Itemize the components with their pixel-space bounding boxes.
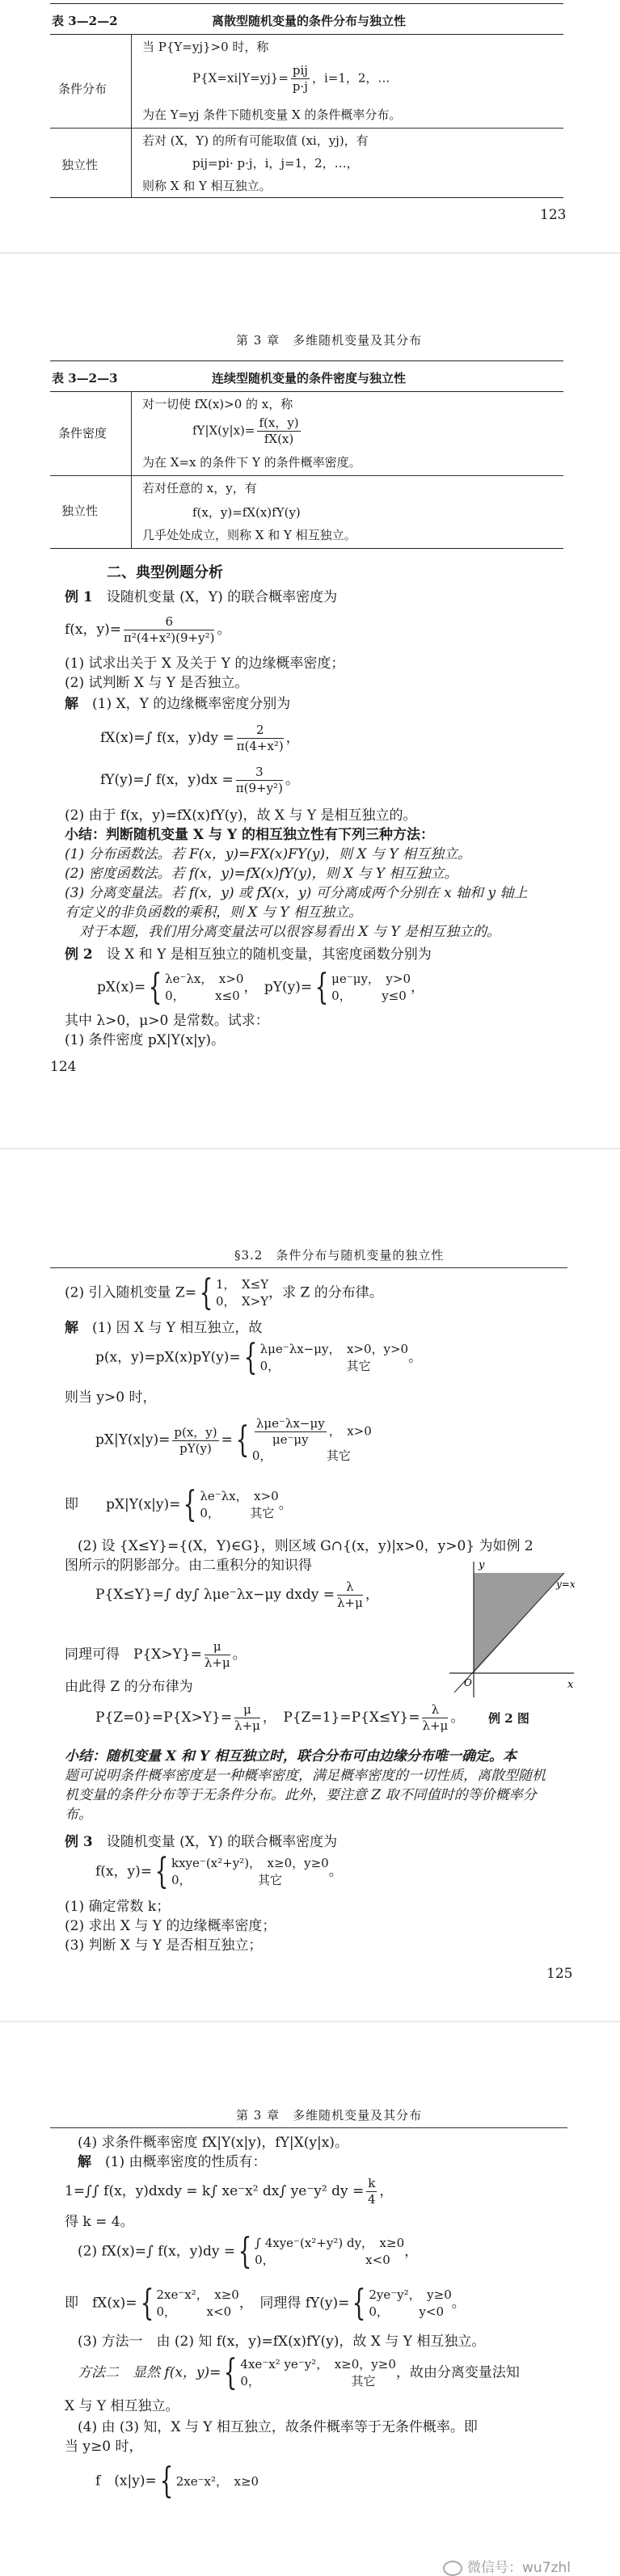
running-header: 第 3 章 多维随机变量及其分布: [236, 333, 423, 348]
table-formula: pij=pi· p·j，i，j=1，2，…，: [192, 156, 359, 171]
wechat-icon: [443, 2561, 462, 2576]
running-header: 第 3 章 多维随机变量及其分布: [236, 2108, 423, 2123]
page-number: 125: [546, 1966, 573, 1982]
formula-conditional: pX|Y(x|y)= $\frac{p(x,y)}{pY(y)}$ ={ $\frac{\text{λμe⁻λx−μy}}{\mu e^-\mu y}$ ， x>0 0， 其它: [95, 1416, 372, 1463]
page-b: [0, 254, 620, 1119]
table-title: 离散型随机变量的条件分布与独立性: [212, 14, 407, 28]
fraction: $\frac{\text{pij}}{p\cdot j}$: [292, 63, 308, 94]
table-label: 表 3—2—2: [52, 14, 118, 28]
formula-fx: (2) fX(x)=∫ f(x，y)dy ={ ∫ 4xye⁻(x²+y²) dy， x≥0 0， x<0 ，: [78, 2231, 419, 2272]
origin-label: O: [464, 1677, 472, 1689]
question: (1) 确定常数 k；: [65, 1899, 171, 1915]
page-a: [0, 0, 620, 242]
page-number: 124: [50, 1059, 77, 1075]
page-number: 123: [540, 207, 567, 223]
table-formula: fY|X(y|x)= $\frac{f(x,y)}{fX(x)}$: [192, 415, 299, 446]
summary: 题可说明条件概率密度是一种概率密度，满足概率密度的一切性质，离散型随机: [65, 1768, 546, 1784]
example-2: 例 2 设 X 和 Y 是相互独立的随机变量，其密度函数分别为: [65, 947, 432, 963]
paragraph: 当 y≥0 时，: [65, 2439, 143, 2455]
formula-distribution: P{Z=0}=P{X>Y}= $\frac{\mu}{\lambda+\mu}$ ， P{Z=1}=P{X≤Y}= $\frac{\lambda}{\lambda+\mu}$ 。: [95, 1702, 465, 1733]
fraction: $\frac{6}{\text{π²(4+x²)(9+y²)}}$: [124, 614, 215, 645]
fraction: $\frac{\mu}{\lambda+\mu}$: [204, 1639, 230, 1670]
page-d: [0, 2022, 620, 2576]
paragraph: X 与 Y 相互独立。: [65, 2398, 179, 2414]
paragraph: (3) 分离变量法。若 f(x，y) 或 fX(x，y) 可分离成两个分别在 x 轴和 y 轴上: [65, 885, 528, 901]
formula-prob: P{X≤Y}=∫ dy∫ λμe⁻λx−μy dxdy = $\frac{\lambda}{\lambda+\mu}$ ，: [95, 1579, 379, 1610]
table-text: 若对任意的 x，y，有: [142, 481, 257, 495]
line-label: y=x: [556, 1579, 576, 1590]
y-axis-label: y: [479, 1559, 485, 1571]
paragraph: 图所示的阴影部分。由二重积分的知识得: [65, 1558, 312, 1574]
fraction: $\frac{k}{4}$: [368, 2176, 376, 2207]
paragraph: (2) 由于 f(x，y)=fX(x)fY(y)，故 X 与 Y 是相互独立的。: [65, 807, 417, 824]
paragraph: 则当 y>0 时，: [65, 1389, 157, 1406]
question: (2) 试判断 X 与 Y 是否独立。: [65, 675, 249, 691]
summary: 机变量的条件分布等于无条件分布。此外，要注意 Z 取不同值时的等价概率分: [65, 1787, 537, 1803]
question: (2) 引入随机变量 Z={ 1， X≤Y 0， X>Y ，求 Z 的分布律。: [65, 1272, 383, 1313]
solution: 解 (1) X，Y 的边缘概率密度分别为: [65, 696, 291, 712]
formula-normalization: 1=∫∫ f(x，y)dxdy = k∫ xe⁻x² dx∫ ye⁻y² dy = $\frac{k}{4}$ ，: [65, 2176, 394, 2207]
fraction: $\frac{2}{\text{π(4+x²)}}$: [236, 723, 284, 753]
question: (4) 求条件概率密度 fX|Y(x|y)，fY|X(y|x)。: [78, 2135, 348, 2151]
fraction: $\frac{\mu}{\lambda+\mu}$: [234, 1702, 260, 1733]
table-text: 当 P{Y=yj}>0 时，称: [142, 40, 269, 54]
formula-marginals: 即 fX(x)={ 2xe⁻x²， x≥0 0， x<0 ， 同理得 fY(y)={ 2ye⁻y²， y≥0 0， y<0 。: [65, 2283, 466, 2324]
section-title: 二、典型例题分析: [107, 564, 223, 581]
summary: 布。: [65, 1807, 92, 1823]
solution: 解 (1) 由概率密度的性质有：: [78, 2154, 267, 2170]
formula-joint: p(x，y)=pX(x)pY(y)={ λμe⁻λx−μy， x>0，y>0 0， 其它 。: [95, 1337, 423, 1378]
formula-conditional-result: 即 pX|Y(x|y)={ λe⁻λx， x>0 0， 其它 。: [65, 1484, 293, 1525]
paragraph: (2) 设 {X≤Y}={(X，Y)∈G}，则区域 G∩{(x，y)|x>0，y>0} 为如例 2: [78, 1538, 534, 1554]
paragraph: (2) 密度函数法。若 f(x，y)=fX(x)fY(y)，则 X 与 Y 相互独立。: [65, 866, 458, 882]
formula-fy: fY(y)=∫ f(x，y)dx = $\frac{3}{\text{π(9+y²)}}$ 。: [100, 765, 299, 795]
running-header: §3.2 条件分布与随机变量的独立性: [234, 1248, 445, 1263]
table-title: 连续型随机变量的条件密度与独立性: [212, 371, 407, 386]
formula-similar: 同理可得 P{X>Y}= $\frac{\mu}{\lambda+\mu}$ 。: [65, 1639, 247, 1670]
formula-fx: fX(x)=∫ f(x，y)dy = $\frac{2}{\text{π(4+x²)}}$ ，: [100, 723, 300, 753]
table-text: 几乎处处成立，则称 X 和 Y 相互独立。: [142, 528, 356, 542]
table-text: 则称 X 和 Y 相互独立。: [142, 179, 272, 193]
fraction: $\frac{f(x,y)}{fX(x)}$: [259, 415, 299, 446]
formula-conditional: f (x|y)={ 2xe⁻x²， x≥0: [95, 2460, 259, 2502]
table-formula: P{X=xi|Y=yj}= $\frac{\text{pij}}{p\cdot j}$ ，i=1，2，…: [192, 63, 390, 94]
fraction: $\frac{3}{\text{π(9+y²)}}$: [235, 765, 283, 795]
paragraph: 有定义的非负函数的乘积，则 X 与 Y 相互独立。: [65, 904, 362, 921]
formula-ex3: f(x，y)={ kxye⁻(x²+y²)， x≥0，y≥0 0， 其它 。: [95, 1851, 343, 1892]
paragraph: 其中 λ>0，μ>0 是常数。试求：: [65, 1013, 269, 1029]
paragraph: 对于本题，我们用分离变量法可以很容易看出 X 与 Y 是相互独立的。: [79, 924, 500, 940]
row-label: 条件分布: [58, 82, 108, 96]
question: (2) 求出 X 与 Y 的边缘概率密度；: [65, 1918, 276, 1934]
fraction: $\frac{\lambda}{\lambda+\mu}$: [422, 1702, 449, 1733]
x-axis-label: x: [567, 1679, 574, 1691]
paragraph: (1) 分布函数法。若 F(x，y)=FX(x)FY(y)，则 X 与 Y 相互独立。: [65, 846, 471, 862]
example-3: 例 3 设随机变量 (X，Y) 的联合概率密度为: [65, 1834, 338, 1850]
table-text: 若对 (X，Y) 的所有可能取值 (xi，yj)，有: [142, 133, 369, 148]
example-1: 例 1 设随机变量 (X，Y) 的联合概率密度为: [65, 589, 338, 605]
row-label: 独立性: [61, 504, 99, 518]
fraction: $\frac{p(x,y)}{pY(y)}$: [174, 1424, 217, 1456]
watermark: 微信号：wu7zhl: [443, 2556, 571, 2576]
summary: 小结：随机变量 X 和 Y 相互独立时，联合分布可由边缘分布唯一确定。本: [65, 1748, 517, 1764]
table-text: 为在 X=x 的条件下 Y 的条件概率密度。: [142, 455, 361, 470]
table-text: 为在 Y=yj 条件下随机变量 X 的条件概率分布。: [142, 108, 402, 122]
formula-joint-density: f(x，y)= $\frac{6}{\text{π²(4+x²)(9+y²)}}$ 。: [65, 614, 231, 645]
formula-separation: 方法二 显然 f(x，y)={ 4xe⁻x² ye⁻y²， x≥0，y≥0 0， 其它 ，故由分离变量法知: [78, 2352, 520, 2393]
paragraph: 得 k = 4。: [65, 2214, 134, 2230]
question: (1) 试求出关于 X 及关于 Y 的边缘概率密度；: [65, 656, 345, 672]
paragraph: 由此得 Z 的分布律为: [65, 1679, 193, 1695]
paragraph: (4) 由 (3) 知，X 与 Y 相互独立，故条件概率等于无条件概率。即: [78, 2419, 478, 2435]
solution: 解 (1) 因 X 与 Y 相互独立，故: [65, 1320, 263, 1336]
summary-title: 小结：判断随机变量 X 与 Y 的相互独立性有下列三种方法：: [65, 827, 434, 843]
row-label: 独立性: [61, 158, 99, 172]
formula-densities: pX(x)={ λe⁻λx， x>0 0， x≤0 ， pY(y)={ μe⁻μy， y>0 0， y≤0 ，: [97, 967, 425, 1008]
figure-caption: 例 2 图: [488, 1711, 529, 1726]
table-formula: f(x，y)=fX(x)fY(y): [192, 505, 301, 520]
example-2-figure: [443, 1554, 580, 1707]
row-label: 条件密度: [58, 426, 108, 441]
fraction: $\frac{\lambda}{\lambda+\mu}$: [337, 1579, 363, 1610]
paragraph: (3) 方法一 由 (2) 知 f(x，y)=fX(x)fY(y)，故 X 与 Y 相互独立。: [78, 2334, 486, 2350]
fraction: $\frac{\text{λμe⁻λx−μy}}{\mu e^-\mu y}$: [255, 1416, 325, 1447]
table-text: 对一切使 fX(x)>0 的 x，称: [142, 397, 293, 411]
table-label: 表 3—2—3: [52, 371, 118, 386]
question: (1) 条件密度 pX|Y(x|y)。: [65, 1032, 226, 1048]
page-c: [0, 1149, 620, 1990]
question: (3) 判断 X 与 Y 是否相互独立；: [65, 1937, 263, 1954]
